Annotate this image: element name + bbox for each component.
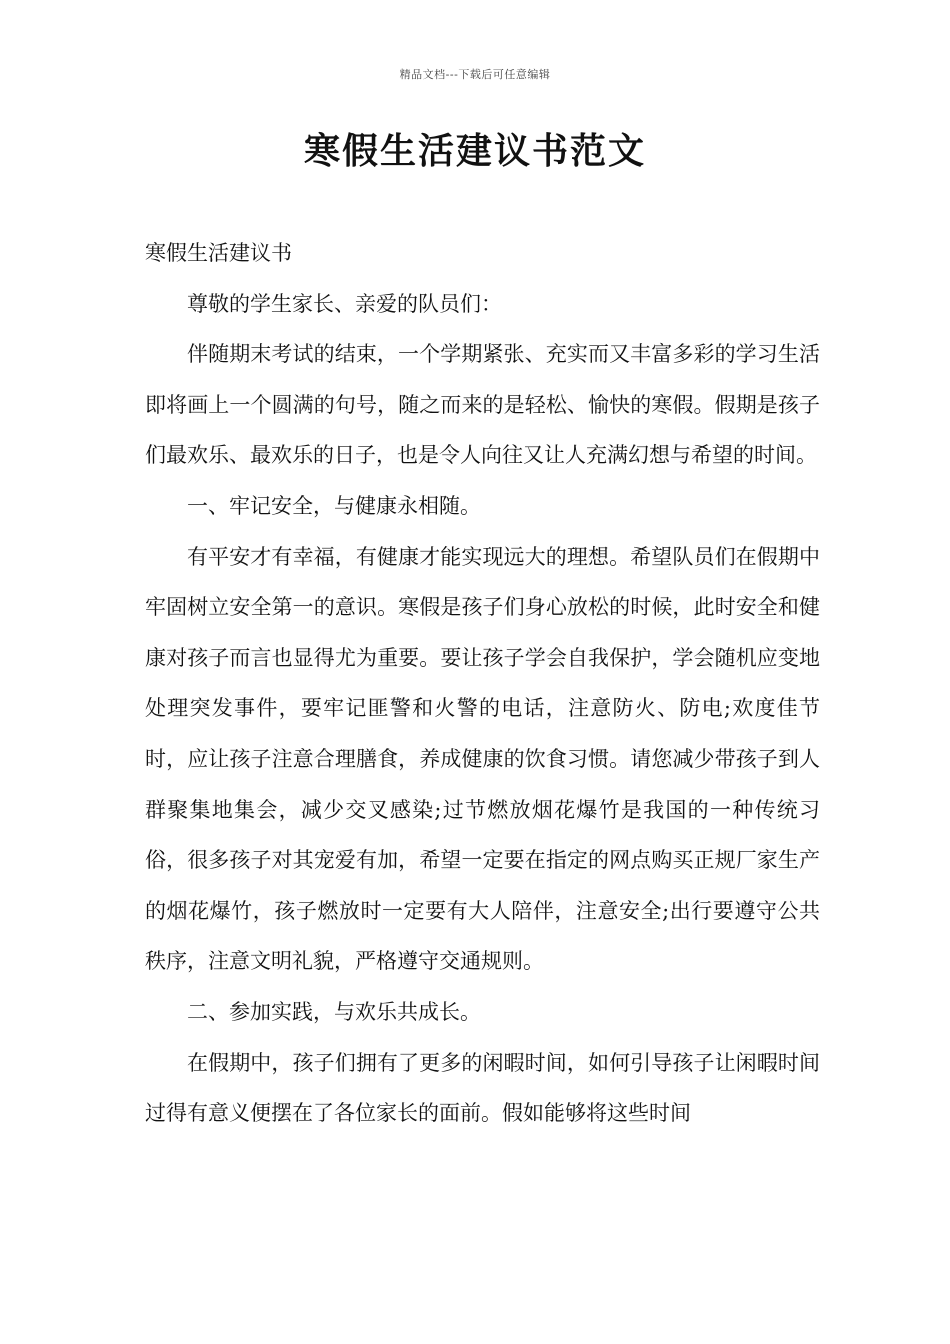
intro-paragraph: 伴随期末考试的结束，一个学期紧张、充实而又丰富多彩的学习生活即将画上一个圆满的句号，随之而来的是轻松、愉快的寒假。假期是孩子们最欢乐、最欢乐的日子，也是令人向往又让人充满幻想与希望的时间。 bbox=[145, 342, 820, 468]
document-body bbox=[145, 228, 820, 1139]
section-heading-practice: 二、参加实践，与欢乐共成长。 bbox=[187, 999, 481, 1024]
page-header-note: 精品文档---下载后可任意编辑 bbox=[399, 68, 551, 81]
document-title: 寒假生活建议书范文 bbox=[303, 131, 646, 172]
subtitle-paragraph: 寒假生活建议书 bbox=[145, 241, 292, 265]
salutation-paragraph: 尊敬的学生家长、亲爱的队员们： bbox=[187, 291, 502, 316]
section-heading-safety: 一、牢记安全，与健康永相随。 bbox=[187, 493, 481, 518]
practice-paragraph: 在假期中，孩子们拥有了更多的闲暇时间，如何引导孩子让闲暇时间过得有意义便摆在了各位家长的面前。假如能够将这些时间 bbox=[145, 1050, 820, 1126]
safety-paragraph: 有平安才有幸福，有健康才能实现远大的理想。希望队员们在假期中牢固树立安全第一的意识。寒假是孩子们身心放松的时候，此时安全和健康对孩子而言也显得尤为重要。要让孩子学会自我保护，学会随机应变地处理突发事件，要牢记匪警和火警的电话，注意防火、防电;欢度佳节时，应让孩子注意合理膳食，养成健康的饮食习惯。请您减少带孩子到人群聚集地集会，减少交叉感染;过节燃放烟花爆竹是我国的一种传统习俗，很多孩子对其宠爱有加，希望一定要在指定的网点购买正规厂家生产的烟花爆竹，孩子燃放时一定要有大人陪伴，注意安全;出行要遵守公共秩序，注意文明礼貌，严格遵守交通规则。 bbox=[145, 544, 820, 974]
